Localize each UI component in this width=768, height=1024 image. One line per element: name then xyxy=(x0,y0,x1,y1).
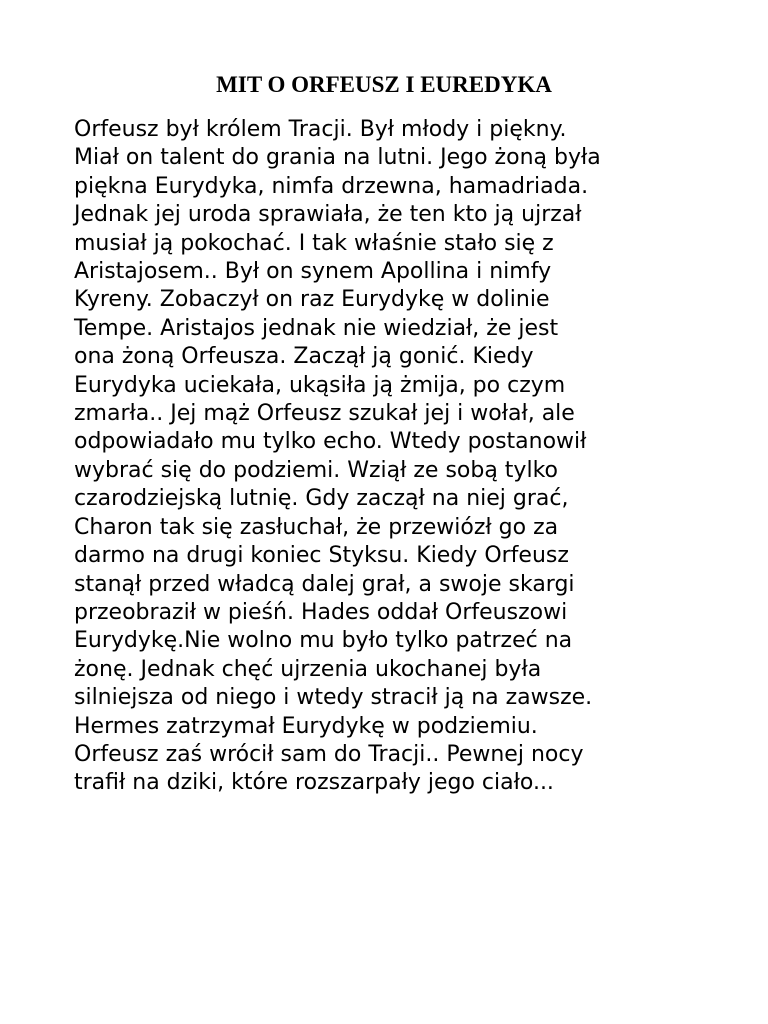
text-line: przeobraził w pieśń. Hades oddał Orfeuszowi xyxy=(74,599,568,625)
text-line: Eurydykę.Nie wolno mu było tylko patrzeć na xyxy=(74,628,573,654)
text-line: Orfeusz był królem Tracji. Był młody i piękny. xyxy=(74,117,567,142)
text-line: stanął przed władcą dalej grał, a swoje skargi xyxy=(74,571,575,597)
text-line: Charon tak się zasłuchał, że przewiózł go za xyxy=(74,514,559,540)
text-line: zmarła.. Jej mąż Orfeusz szukał jej i wołał, ale xyxy=(74,401,575,427)
text-line: Kyreny. Zobaczył on raz Eurydykę w dolinie xyxy=(74,287,550,313)
text-line: Miał on talent do grania na lutni. Jego żoną była xyxy=(74,145,601,171)
text-line: darmo na drugi koniec Styksu. Kiedy Orfeusz xyxy=(74,543,569,569)
text-line: Eurydyka uciekała, ukąsiła ją żmija, po czym xyxy=(74,372,566,398)
text-line: odpowiadało mu tylko echo. Wtedy postanowił xyxy=(74,429,587,455)
text-line: silniejsza od niego i wtedy stracił ją na zawsze. xyxy=(74,685,593,711)
text-line: Tempe. Aristajos jednak nie wiedział, że jest xyxy=(74,315,559,341)
text-line: piękna Eurydyka, nimfa drzewna, hamadriada. xyxy=(74,173,589,199)
text-line: wybrać się do podziemi. Wziął ze sobą tylko xyxy=(74,457,558,483)
text-line: musiał ją pokochać. I tak właśnie stało się z xyxy=(74,230,554,256)
text-line: Aristajosem.. Był on synem Apollina i nimfy xyxy=(74,259,552,285)
text-line: Jednak jej uroda sprawiała, że ten kto ją ujrzał xyxy=(74,202,582,228)
text-line: żonę. Jednak chęć ujrzenia ukochanej była xyxy=(74,656,542,682)
text-line: trafił na dziki, które rozszarpały jego ciało... xyxy=(74,770,554,796)
document-title: MIT O ORFEUSZ I EUREDYKA xyxy=(216,72,552,97)
text-line: Orfeusz zaś wrócił sam do Tracji.. Pewnej nocy xyxy=(74,741,584,767)
text-line: czarodziejską lutnię. Gdy zaczął na niej grać, xyxy=(74,486,569,512)
text-line: ona żoną Orfeusza. Zaczął ją gonić. Kiedy xyxy=(74,344,534,370)
text-line: Hermes zatrzymał Eurydykę w podziemiu. xyxy=(74,713,538,739)
document-body xyxy=(74,116,734,798)
